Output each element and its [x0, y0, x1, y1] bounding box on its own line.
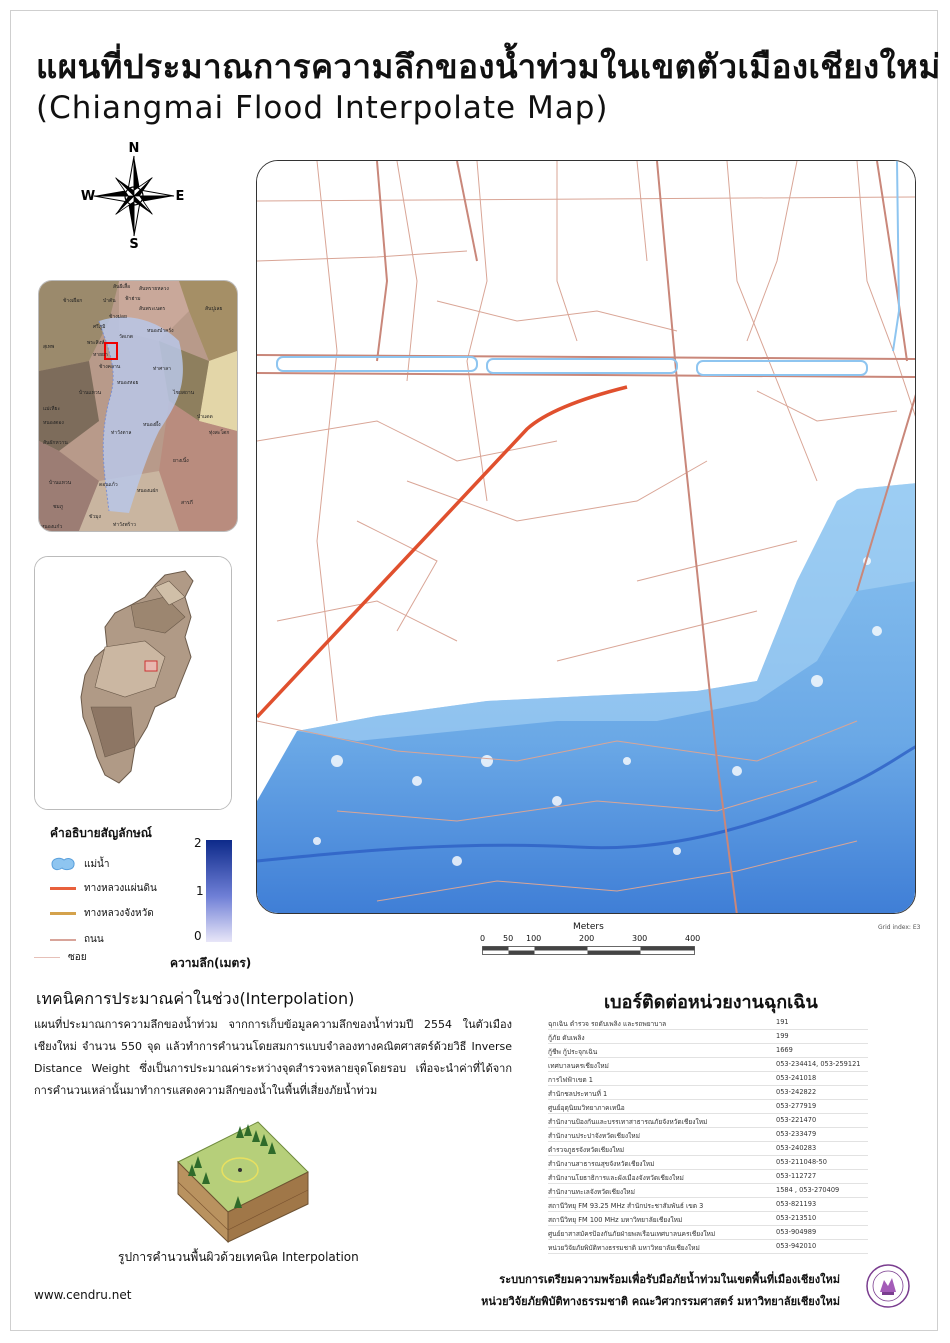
depth-tick-mid: 1	[196, 884, 204, 898]
interpolation-paragraph: แผนที่ประมาณการความลึกของน้ำท่วม จากการเก็บข้อมูลความลึกของน้ำท่วมปี 2554 ในตัวเมืองเชียงใหม่ จำนวน 550 จุด แล้วทำการคำนวนโดยสมการแบบจำลองทางคณิตศาสตร์ด้วยวิธี Inverse Distance Weight ซึ่งเป็นการประมาณค่าระหว่างจุดสำรวจหลายจุดโดยรอบ เพื่อจะนำค่าที่ได้จากการคำนวนเหล่านั้นมาทำการแสดงความลึกของน้ำในพื้นที่เสี่ยงภัยน้ำท่วม	[34, 1018, 512, 1097]
contact-row: กู้ชีพ กู้ประจุกเฉิน 1669	[548, 1044, 868, 1058]
contact-row: การไฟฟ้าเขต 1 053-241018	[548, 1072, 868, 1086]
contact-row: สำนักชลประทานที่ 1 053-242822	[548, 1086, 868, 1100]
map-title-thai: แผนที่ประมาณการความลึกของน้ำท่วมในเขตตัวเมืองเชียงใหม่	[36, 47, 941, 86]
depth-label: ความลึก(เมตร)	[170, 956, 252, 970]
contact-row: ตำรวจภูธรจังหวัดเชียงใหม่ 053-240283	[548, 1142, 868, 1156]
inset-label: ช้างคลาน	[99, 364, 121, 370]
map-title-english: (Chiangmai Flood Interpolate Map)	[36, 90, 609, 126]
university-seal-icon	[866, 1264, 910, 1308]
depth-tick-min: 0	[194, 929, 202, 943]
inset-label: สารภี	[181, 500, 193, 506]
inset-label-group	[39, 281, 237, 531]
scale-tick: 400	[685, 934, 701, 943]
depth-tick-max: 2	[194, 836, 202, 850]
interpolation-block-diagram-icon	[168, 1112, 318, 1244]
legend-label: ทางหลวงแผ่นดิน	[84, 883, 157, 894]
legend-item-provincial-highway	[50, 906, 154, 921]
scale-tick: 100	[526, 934, 542, 943]
contact-row: สำนักงานโยธาธิการและผังเมืองจังหวัดเชียงใหม่ 053-112727	[548, 1170, 868, 1184]
contact-row: สำนักงานสาธารณสุขจังหวัดเชียงใหม่ 053-211048-50	[548, 1156, 868, 1170]
inset-label: ยางเนิ้ง	[173, 458, 189, 464]
provincial-highway-symbol	[50, 912, 76, 915]
contact-row: เทศบาลนครเชียงใหม่ 053-234414, 053-259121	[548, 1058, 868, 1072]
scale-bar	[480, 922, 710, 962]
block-diagram-caption: รูปการคำนวนพื้นผิวด้วยเทคนิค Interpolation	[118, 1250, 359, 1264]
road-symbol	[50, 939, 76, 941]
website-link[interactable]: www.cendru.net	[34, 1288, 132, 1302]
inset-label: สันทรายหลวง	[139, 286, 169, 292]
inset-label: สันผักหวาน	[43, 440, 68, 446]
inset-label: ท่าวังพร้าว	[113, 522, 136, 528]
alley-symbol	[34, 957, 60, 958]
inset-label: หนองผึ้ง	[143, 422, 161, 428]
contact-row: สำนักงานทะเลจังหวัดเชียงใหม่ 1584 , 053-270409	[548, 1184, 868, 1198]
scale-tick: 50	[503, 934, 514, 943]
contact-row: สำนักงานประปาจังหวัดเชียงใหม่ 053-233479	[548, 1128, 868, 1142]
compass-w: W	[80, 189, 96, 204]
inset-label: ไชยสถาน	[173, 390, 195, 396]
scale-tick: 0	[480, 934, 486, 943]
inset-label: ขัวมุง	[89, 514, 101, 520]
contact-row: ศูนย์ยาสาสมัครป้องกันภัยฝ่ายพลเรือนเทศบาลนครเชียงใหม่ 053-904989	[548, 1226, 868, 1240]
inset-label: หายยา	[93, 352, 108, 358]
inset-label: วัดเกต	[119, 334, 134, 340]
inset-label: สันพระเนตร	[139, 306, 166, 312]
inset-label: ช้างเผือก	[63, 298, 83, 304]
inset-label: ศรีภูมิ	[93, 324, 106, 330]
legend-label: ทางหลวงจังหวัด	[84, 908, 154, 919]
inset-label: สันผีเสื้อ	[113, 284, 131, 290]
inset-label: พระสิงห์	[87, 340, 105, 346]
contact-row: ฉุกเฉิน ตำรวจ รถดับเพลิง และรถพยาบาล 191	[548, 1016, 868, 1030]
legend-item-river	[50, 856, 110, 872]
inset-label: ชมภู	[53, 504, 63, 510]
emergency-contacts-title: เบอร์ติดต่อหน่วยงานฉุกเฉิน	[604, 992, 818, 1013]
depth-color-bar	[206, 840, 232, 942]
contact-row: ศูนย์อุตุนิยมวิทยาภาคเหนือ 053-277919	[548, 1100, 868, 1114]
contact-row: สำนักงานป้องกันและบรรเทาสาธารณภัยจังหวัดเชียงใหม่ 053-221470	[548, 1114, 868, 1128]
scale-tick: 200	[579, 934, 595, 943]
district-inset-map	[38, 280, 238, 532]
footer-system-name: ระบบการเตรียมความพร้อมเพื่อรับมือภัยน้ำท่วมในเขตพื้นที่เมืองเชียงใหม่	[499, 1273, 840, 1286]
inset-label: สันปูเลย	[205, 306, 223, 312]
legend-title: คำอธิบายสัญลักษณ์	[50, 826, 152, 840]
inset-label: ทุ่งสะโตก	[209, 430, 230, 436]
province-inset-map	[34, 556, 232, 810]
inset-label: ช้างม่อย	[109, 314, 127, 320]
scale-unit: Meters	[573, 922, 604, 932]
inset-label: ท่าศาลา	[153, 366, 171, 372]
compass-n: N	[128, 141, 140, 156]
national-highway-symbol	[50, 887, 76, 890]
footer-organization: หน่วยวิจัยภัยพิบัติทางธรรมชาติ คณะวิศวกรรมศาสตร์ มหาวิทยาลัยเชียงใหม่	[481, 1295, 840, 1308]
emergency-contacts-table	[548, 1016, 868, 1254]
compass-s: S	[129, 237, 139, 250]
compass-e: E	[175, 189, 185, 204]
main-flood-map	[256, 160, 916, 914]
contact-row: สถานีวิทยุ FM 100 MHz มหาวิทยาลัยเชียงใหม่ 053-213510	[548, 1212, 868, 1226]
legend-label: แม่น้ำ	[84, 858, 110, 870]
legend-item-national-highway	[50, 881, 157, 896]
legend-item-alley	[34, 950, 87, 965]
interpolation-title: เทคนิคการประมาณค่าในช่วง(Interpolation)	[36, 989, 355, 1008]
inset-label: ท่าวังตาล	[111, 430, 132, 436]
inset-label: ป่าตัน	[103, 298, 116, 304]
inset-label: หนองตอง	[43, 420, 64, 426]
inset-label: หนองป่าครั่ง	[147, 328, 174, 334]
legend-item-road	[50, 932, 104, 947]
inset-label: ป่าแดด	[197, 414, 213, 420]
inset-label: สุเทพ	[43, 344, 55, 350]
inset-label: ฟ้าฮ่าม	[125, 296, 141, 302]
legend-label: ซอย	[68, 952, 87, 963]
inset-label: หนองแก๋ว	[41, 524, 63, 530]
inset-label: หนองแฝก	[137, 488, 159, 494]
river-symbol-icon	[50, 856, 76, 872]
inset-label: บ้านแหวน	[49, 480, 72, 486]
legend-label: ถนน	[84, 934, 104, 945]
inset-label: แม่เหียะ	[43, 406, 61, 412]
inset-label: บ้านแหวน	[79, 390, 102, 396]
scale-tick: 300	[632, 934, 648, 943]
contact-row: กู้ภัย ดับเพลิง 199	[548, 1030, 868, 1044]
compass-rose-icon	[80, 138, 188, 250]
grid-index: Grid index: E3	[878, 924, 921, 931]
contact-row: หน่วยวิจัยภัยพิบัติทางธรรมชาติ มหาวิทยาลัยเชียงใหม่ 053-942010	[548, 1240, 868, 1254]
inset-label: ดอนแก้ว	[99, 482, 118, 488]
contact-row: สถานีวิทยุ FM 93.25 MHz สำนักประชาสัมพันธ์ เขต 3 053-821193	[548, 1198, 868, 1212]
inset-label: หนองหอย	[117, 380, 139, 386]
